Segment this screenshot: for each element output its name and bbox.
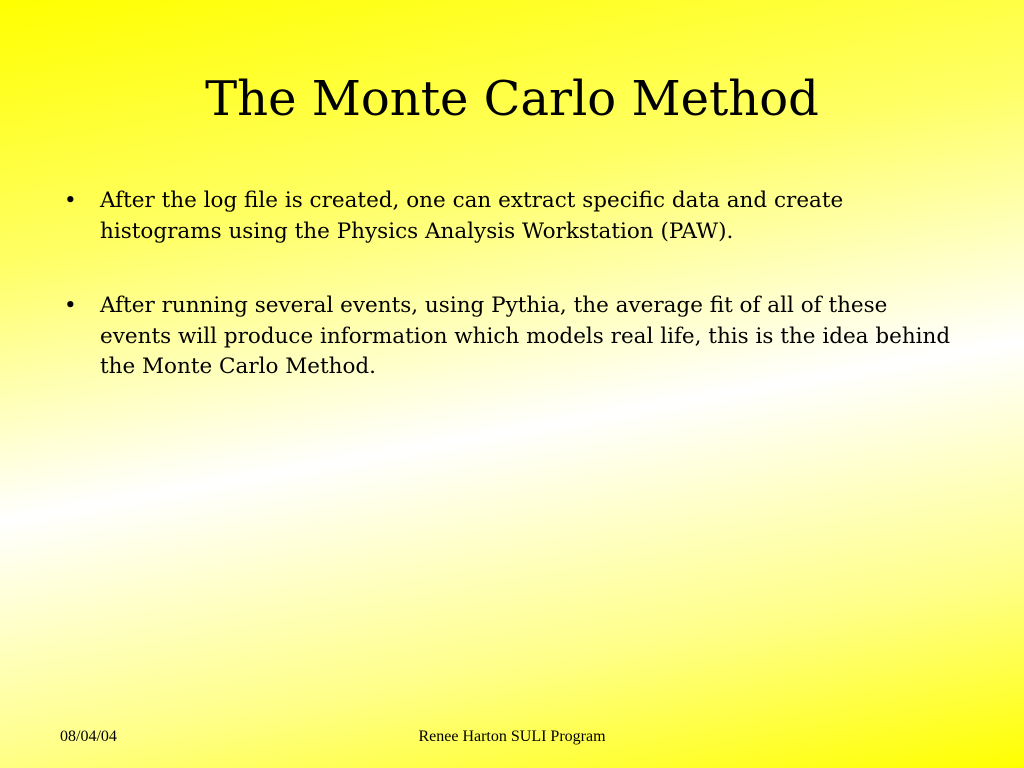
footer-date: 08/04/04 <box>60 728 117 745</box>
bullet-item <box>64 291 964 383</box>
bullet-icon: • <box>64 293 77 318</box>
bullet-text: After running several events, using Pythia, the average fit of all of these events will produce information which models real life, this is the idea behind the Monte Carlo Method. <box>100 293 951 379</box>
slide-title: The Monte Carlo Method <box>205 71 819 127</box>
bullet-icon: • <box>64 188 77 213</box>
bullet-list <box>64 186 964 427</box>
footer-presenter: Renee Harton SULI Program <box>418 728 606 745</box>
bullet-item <box>64 186 964 247</box>
bullet-text: After the log file is created, one can extract specific data and create histograms using the Physics Analysis Workstation (PAW). <box>100 188 844 244</box>
